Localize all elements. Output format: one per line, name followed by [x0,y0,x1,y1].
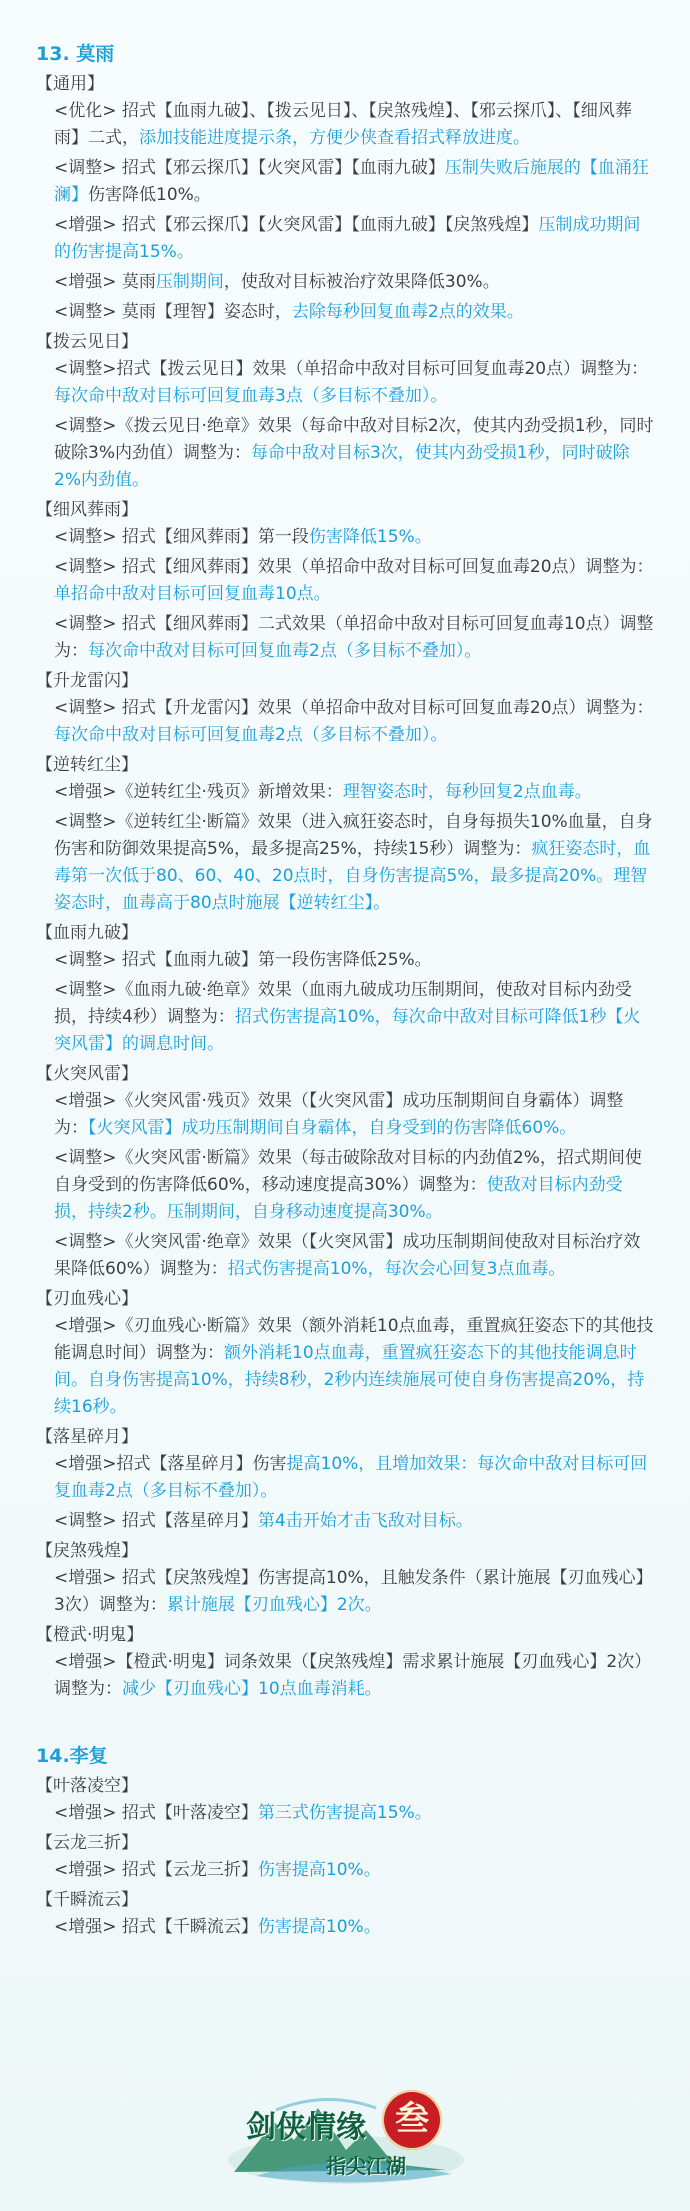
change-text: <调整> 招式【邪云探爪】【火突风雷】【血雨九破】 [54,158,445,178]
change-text: <增强> 招式【云龙三折】 [54,1860,258,1880]
highlighted-change-text: 【火突风雷】成功压制期间自身霸体，自身受到的伤害降低60%。 [88,1118,577,1138]
change-text: <增强>【橙武·明鬼】词条效果（【戾煞残煌】需求累计施展【刃血残心】2次）调整为： [54,1652,652,1699]
highlighted-change-text: 使敌对目标内劲受损，持续2秒。压制期间，自身移动速度提高30%。 [54,1175,623,1222]
change-entry [36,212,656,266]
change-text: <增强> 招式【千瞬流云】 [54,1917,258,1937]
section-title: 14.李复 [36,1745,108,1767]
change-entry [36,1649,656,1703]
highlighted-change-text: 伤害降低15%。 [308,527,432,547]
logo-title: 剑侠情缘 [246,2110,366,2145]
skill-category-heading: 【千瞬流云】 [36,1890,138,1910]
skill-category-heading: 【云龙三折】 [36,1833,138,1853]
change-entry [36,1313,656,1421]
change-text: <调整> 招式【细风葬雨】效果（单招命中敌对目标可回复血毒20点）调整为： [54,557,654,577]
highlighted-change-text: 去除每秒回复血毒2点的效果。 [291,302,524,322]
skill-category-heading: 【升龙雷闪】 [36,671,138,691]
change-text: <调整>《火突风雷·绝章》效果（【火突风雷】成功压制期间使敌对目标治疗效果降低60%）调整为： [54,1232,641,1279]
section-spacer [36,1706,656,1742]
change-entry [36,269,656,296]
change-entry [36,1229,656,1283]
change-entry [36,413,656,494]
change-text: <增强> 莫雨 [54,272,156,292]
change-entry [36,1565,656,1619]
change-entry [36,947,656,974]
highlighted-change-text: 压制期间 [155,272,224,292]
highlighted-change-text: 每次命中敌对目标可回复血毒2点（多目标不叠加）。 [54,725,448,745]
logo-subtitle: 指尖江湖 [326,2154,406,2178]
change-text: <增强> 招式【戾煞残煌】伤害提高10%，且触发条件（累计施展【刃血残心】3次）调整为： [54,1568,653,1615]
change-entry [36,779,656,806]
highlighted-change-text: 理智姿态时，每秒回复2点血毒。 [342,782,592,802]
change-text: <增强>《火突风雷·残页》效果（【火突风雷】成功压制期间自身霸体）调整为： [54,1091,624,1138]
highlighted-change-text: 压制失败后施展的【血涌狂澜】 [54,158,649,205]
change-entry [36,611,656,665]
highlighted-change-text: 额外消耗10点血毒，重置疯狂姿态下的其他技能调息时间。自身伤害提高10%，持续8秒，2秒内连续施展可使自身伤害提高20%，持续16秒。 [54,1343,645,1417]
change-text: <调整> 招式【细风葬雨】第一段 [54,527,309,547]
skill-category-heading: 【血雨九破】 [36,923,138,943]
change-entry [36,554,656,608]
change-text: <增强> 招式【邪云探爪】【火突风雷】【血雨九破】【戾煞残煌】 [54,215,539,235]
change-text: ，使敌对目标被治疗效果降低30%。 [223,272,500,292]
change-entry [36,1914,656,1941]
logo-numeral-seal: 叁 [382,2090,442,2150]
change-text: <调整> 莫雨【理智】姿态时， [54,302,292,322]
section-title: 13. 莫雨 [36,43,115,65]
skill-category-heading: 【细风葬雨】 [36,500,138,520]
change-text: <增强>招式【落星碎月】伤害 [54,1454,287,1474]
change-entry [36,524,656,551]
skill-category-heading: 【落星碎月】 [36,1427,138,1447]
game-logo [216,2080,474,2192]
change-entry [36,299,656,326]
skill-category-heading: 【拨云见日】 [36,332,138,352]
highlighted-change-text: 每次命中敌对目标可回复血毒3点（多目标不叠加）。 [54,386,448,406]
change-text: <增强>《刃血残心·断篇》效果（额外消耗10点血毒，重置疯狂姿态下的其他技能调息时间）调整为： [54,1316,654,1363]
highlighted-change-text: 单招命中敌对目标可回复血毒10点。 [54,584,331,604]
change-text: <调整> 招式【升龙雷闪】效果（单招命中敌对目标可回复血毒20点）调整为： [54,698,654,718]
change-text: <增强> 招式【叶落凌空】 [54,1803,258,1823]
highlighted-change-text: 第4击开始才击飞敌对目标。 [257,1511,473,1531]
skill-category-heading: 【叶落凌空】 [36,1776,138,1796]
change-entry [36,1451,656,1505]
highlighted-change-text: 压制成功期间的伤害提高15%。 [54,215,641,262]
highlighted-change-text: 伤害提高10%。 [257,1917,381,1937]
change-entry [36,356,656,410]
skill-category-heading: 【戾煞残煌】 [36,1541,138,1561]
change-entry [36,1145,656,1226]
highlighted-change-text: 提高10%，且增加效果：每次命中敌对目标可回复血毒2点（多目标不叠加）。 [54,1454,648,1501]
change-entry [36,155,656,209]
highlighted-change-text: 添加技能进度提示条，方便少侠查看招式释放进度。 [139,128,530,148]
change-text: <增强>《逆转红尘·残页》新增效果： [54,782,343,802]
change-entry [36,1088,656,1142]
change-entry [36,809,656,917]
change-entry [36,977,656,1058]
highlighted-change-text: 招式伤害提高10%，每次命中敌对目标可降低1秒【火突风雷】的调息时间。 [54,1007,641,1054]
change-entry [36,1800,656,1827]
skill-category-heading: 【通用】 [36,74,104,94]
skill-category-heading: 【橙武·明鬼】 [36,1625,144,1645]
change-entry [36,1508,656,1535]
change-text: <调整> 招式【血雨九破】第一段伤害降低25%。 [54,950,432,970]
patch-notes-content [36,40,656,1944]
highlighted-change-text: 每次命中敌对目标可回复血毒2点（多目标不叠加）。 [88,641,482,661]
highlighted-change-text: 累计施展【刃血残心】2次。 [166,1595,382,1615]
change-entry [36,695,656,749]
change-text: <调整>招式【拨云见日】效果（单招命中敌对目标可回复血毒20点）调整为： [54,359,649,379]
change-text: 伤害降低10%。 [88,185,211,205]
highlighted-change-text: 招式伤害提高10%，每次会心回复3点血毒。 [227,1259,566,1279]
highlighted-change-text: 每命中敌对目标3次，使其内劲受损1秒，同时破除2%内劲值。 [54,443,630,490]
change-text: <调整>《火突风雷·断篇》效果（每击破除敌对目标的内劲值2%，招式期间使自身受到的伤害降低60%，移动速度提高30%）调整为： [54,1148,642,1195]
skill-category-heading: 【刃血残心】 [36,1289,138,1309]
change-text: <调整>《血雨九破·绝章》效果（血雨九破成功压制期间，使敌对目标内劲受损，持续4秒）调整为： [54,980,632,1027]
change-entry [36,98,656,152]
skill-category-heading: 【火突风雷】 [36,1064,138,1084]
change-text: <调整> 招式【落星碎月】 [54,1511,258,1531]
highlighted-change-text: 第三式伤害提高15%。 [257,1803,432,1823]
change-entry [36,1857,656,1884]
highlighted-change-text: 伤害提高10%。 [257,1860,381,1880]
highlighted-change-text: 减少【刃血残心】10点血毒消耗。 [122,1679,382,1699]
highlighted-change-text: 疯狂姿态时，血毒第一次低于80、60、40、20点时，自身伤害提高5%，最多提高20%。理智姿态时，血毒高于80点时施展【逆转红尘】。 [54,839,651,913]
change-text: <调整> 招式【细风葬雨】二式效果（单招命中敌对目标可回复血毒10点）调整为： [54,614,654,661]
change-text: <优化> 招式【血雨九破】、【拨云见日】、【戾煞残煌】、【邪云探爪】、【细风葬雨】二式， [54,101,632,148]
change-text: <调整>《逆转红尘·断篇》效果（进入疯狂姿态时，自身每损失10%血量，自身伤害和防御效果提高5%，最多提高25%，持续15秒）调整为： [54,812,653,859]
skill-category-heading: 【逆转红尘】 [36,755,138,775]
change-text: <调整>《拨云见日·绝章》效果（每命中敌对目标2次，使其内劲受损1秒，同时破除3%内劲值）调整为： [54,416,654,463]
